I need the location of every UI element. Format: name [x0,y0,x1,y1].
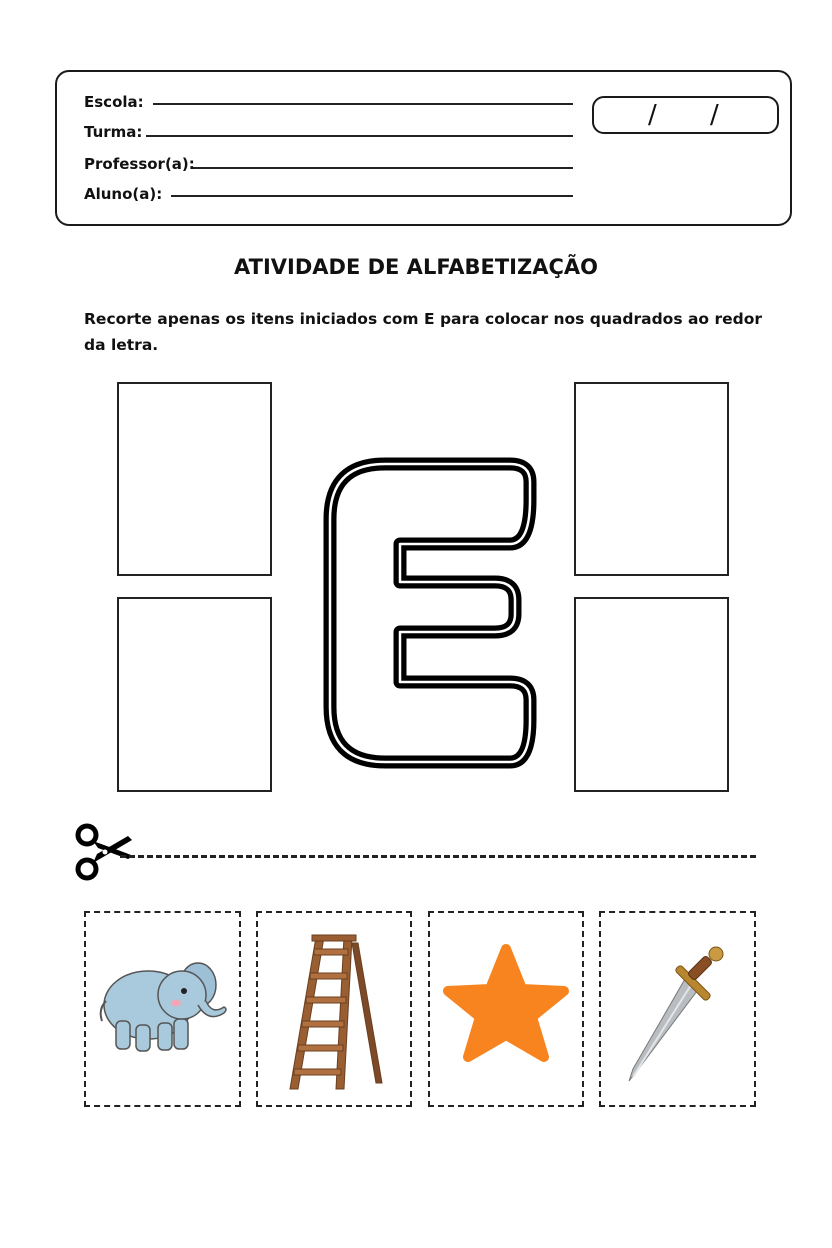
school-label: Escola: [84,93,144,111]
cut-card-sword[interactable] [599,911,756,1107]
answer-slot-bottom-right[interactable] [574,597,729,792]
cut-card-star[interactable] [428,911,584,1107]
cut-card-ladder[interactable] [256,911,412,1107]
student-field[interactable] [171,195,573,197]
ladder-icon [258,913,410,1105]
scissors-icon [72,822,136,884]
star-icon [430,913,582,1105]
instruction-text: Recorte apenas os itens iniciados com E para colocar nos quadrados ao redor da letra. [84,310,762,354]
teacher-label: Professor(a): [84,155,195,173]
date-field[interactable] [592,96,779,134]
answer-slot-top-right[interactable] [574,382,729,576]
class-label: Turma: [84,123,143,141]
answer-slot-bottom-left[interactable] [117,597,272,792]
page-title: ATIVIDADE DE ALFABETIZAÇÃO [234,255,598,279]
elephant-icon [86,913,239,1105]
cut-card-elephant[interactable] [84,911,241,1107]
letter-e-outline [310,452,545,774]
header-box [55,70,792,226]
class-field[interactable] [146,135,573,137]
sword-icon [601,913,754,1105]
date-separator: / [710,100,719,130]
answer-slot-top-left[interactable] [117,382,272,576]
teacher-field[interactable] [193,167,573,169]
date-separator: / [648,100,657,130]
cut-line [120,855,756,858]
student-label: Aluno(a): [84,185,163,203]
school-field[interactable] [153,103,573,105]
